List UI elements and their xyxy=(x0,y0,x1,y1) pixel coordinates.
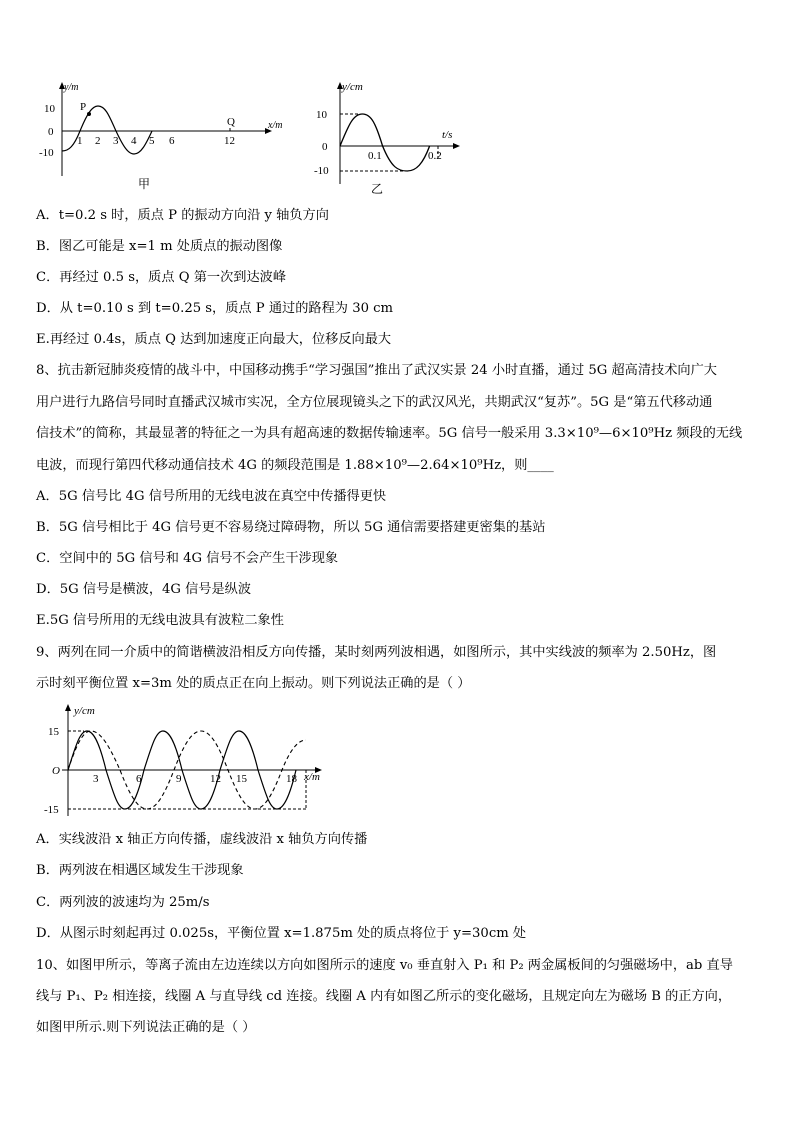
point-p-label: P xyxy=(80,101,87,113)
q7-option-c: C．再经过 0.5 s，质点 Q 第一次到达波峰 xyxy=(36,270,287,285)
q8-option-b: B．5G 信号相比于 4G 信号更不容易绕过障碍物，所以 5G 通信需要搭建更密集的基站 xyxy=(36,520,546,535)
q9-option-d: D．从图示时刻起再过 0.025s，平衡位置 x=1.875m 处的质点将位于 y=30cm 处 xyxy=(36,926,527,941)
yi-x-tick-01: 0.1 xyxy=(368,150,382,162)
jia-y-tick-neg10: -10 xyxy=(39,147,54,159)
jia-caption: 甲 xyxy=(138,177,151,191)
q9-y-arrow xyxy=(65,704,71,711)
jia-x-label: x/m xyxy=(268,120,283,131)
jia-x-tick-5: 5 xyxy=(149,135,155,147)
q9-y-label: y/cm xyxy=(74,705,95,717)
jia-y-tick-10: 10 xyxy=(44,103,55,115)
jia-x-tick-6: 6 xyxy=(169,135,175,147)
figure-q9-waves xyxy=(36,700,336,822)
jia-wave-curve xyxy=(62,106,152,154)
point-q-label: Q xyxy=(227,116,235,128)
jia-y-tick-0: 0 xyxy=(48,126,54,138)
q10-stem-line-1: 10、如图甲所示，等离子流由左边连续以方向如图所示的速度 v₀ 垂直射入 P₁ 和 P₂ 两金属板间的匀强磁场中，ab 直导 xyxy=(36,958,733,973)
q8-option-a: A．5G 信号比 4G 信号所用的无线电波在真空中传播得更快 xyxy=(36,489,387,504)
jia-x-tick-4: 4 xyxy=(131,135,137,147)
q9-stem-line-2: 示时刻平衡位置 x=3m 处的质点正在向上振动。则下列说法正确的是（ ） xyxy=(36,676,471,691)
q9-x-label: x/m xyxy=(304,771,320,783)
q9-y-tick-15: 15 xyxy=(48,726,59,738)
q7-option-a: A．t=0.2 s 时，质点 P 的振动方向沿 y 轴负方向 xyxy=(36,208,329,223)
jia-y-label: y/m xyxy=(64,82,79,93)
q10-stem-line-3: 如图甲所示.则下列说法正确的是（ ） xyxy=(36,1020,256,1035)
yi-wave-curve xyxy=(340,114,430,171)
yi-x-label: t/s xyxy=(442,129,453,141)
q9-origin-label: O xyxy=(52,765,60,777)
yi-caption: 乙 xyxy=(371,182,384,196)
q8-stem-line-1: 8、抗击新冠肺炎疫情的战斗中，中国移动携手“学习强国”推出了武汉实景 24 小时直播，通过 5G 超高清技术向广大 xyxy=(36,363,717,378)
q8-stem-line-2: 用户进行九路信号同时直播武汉城市实况，全方位展现镜头之下的武汉风光，共期武汉“复苏”。5G 是“第五代移动通 xyxy=(36,395,713,410)
q8-stem-line-3: 信技术”的简称，其最显著的特征之一为具有超高速的数据传输速率。5G 信号一般采用 3.3×10⁹—6×10⁹Hz 频段的无线 xyxy=(36,426,743,441)
q8-stem-line-4: 电波，而现行第四代移动通信技术 4G 的频段范围是 1.88×10⁹—2.64×10⁹Hz，则____ xyxy=(36,458,554,473)
q9-x-tick-12: 12 xyxy=(210,773,221,785)
q7-option-e: E.再经过 0.4s，质点 Q 达到加速度正向最大，位移反向最大 xyxy=(36,332,392,347)
jia-x-tick-12: 12 xyxy=(224,135,235,147)
q9-x-tick-9: 9 xyxy=(176,773,182,785)
q8-option-c: C．空间中的 5G 信号和 4G 信号不会产生干涉现象 xyxy=(36,551,339,566)
yi-x-tick-02: 0.2 xyxy=(428,150,442,162)
yi-y-tick-0: 0 xyxy=(322,141,328,153)
q9-option-a: A．实线波沿 x 轴正方向传播，虚线波沿 x 轴负方向传播 xyxy=(36,832,368,847)
q9-x-tick-3: 3 xyxy=(93,773,99,785)
yi-y-tick-neg10: -10 xyxy=(314,165,329,177)
jia-x-tick-2: 2 xyxy=(95,135,101,147)
jia-x-tick-3: 3 xyxy=(113,135,119,147)
jia-x-tick-1: 1 xyxy=(77,135,83,147)
q8-option-e: E.5G 信号所用的无线电波具有波粒二象性 xyxy=(36,613,284,628)
q9-stem-line-1: 9、两列在同一介质中的简谐横波沿相反方向传播，某时刻两列波相遇，如图所示，其中实线波的频率为 2.50Hz，图 xyxy=(36,645,717,660)
yi-y-tick-10: 10 xyxy=(316,109,327,121)
q9-option-b: B．两列波在相遇区域发生干涉现象 xyxy=(36,863,244,878)
q7-option-d: D．从 t=0.10 s 到 t=0.25 s，质点 P 通过的路程为 30 cm xyxy=(36,301,394,316)
q10-stem-line-2: 线与 P₁、P₂ 相连接，线圈 A 与直导线 cd 连接。线圈 A 内有如图乙所示的变化磁场，且规定向左为磁场 B 的正方向， xyxy=(36,989,732,1004)
q8-option-d: D．5G 信号是横波，4G 信号是纵波 xyxy=(36,582,252,597)
figure-jia xyxy=(36,76,296,196)
yi-x-arrow xyxy=(453,143,460,149)
figure-yi xyxy=(310,76,470,198)
q9-x-tick-18: 18 xyxy=(286,773,297,785)
point-p-dot xyxy=(87,112,91,116)
q9-y-tick-neg15: -15 xyxy=(44,804,59,816)
yi-y-label: y/cm xyxy=(342,81,363,93)
q9-x-tick-6: 6 xyxy=(136,773,142,785)
q9-x-tick-15: 15 xyxy=(236,773,247,785)
q9-option-c: C．两列波的波速均为 25m/s xyxy=(36,895,210,910)
q7-option-b: B．图乙可能是 x=1 m 处质点的振动图像 xyxy=(36,239,283,254)
